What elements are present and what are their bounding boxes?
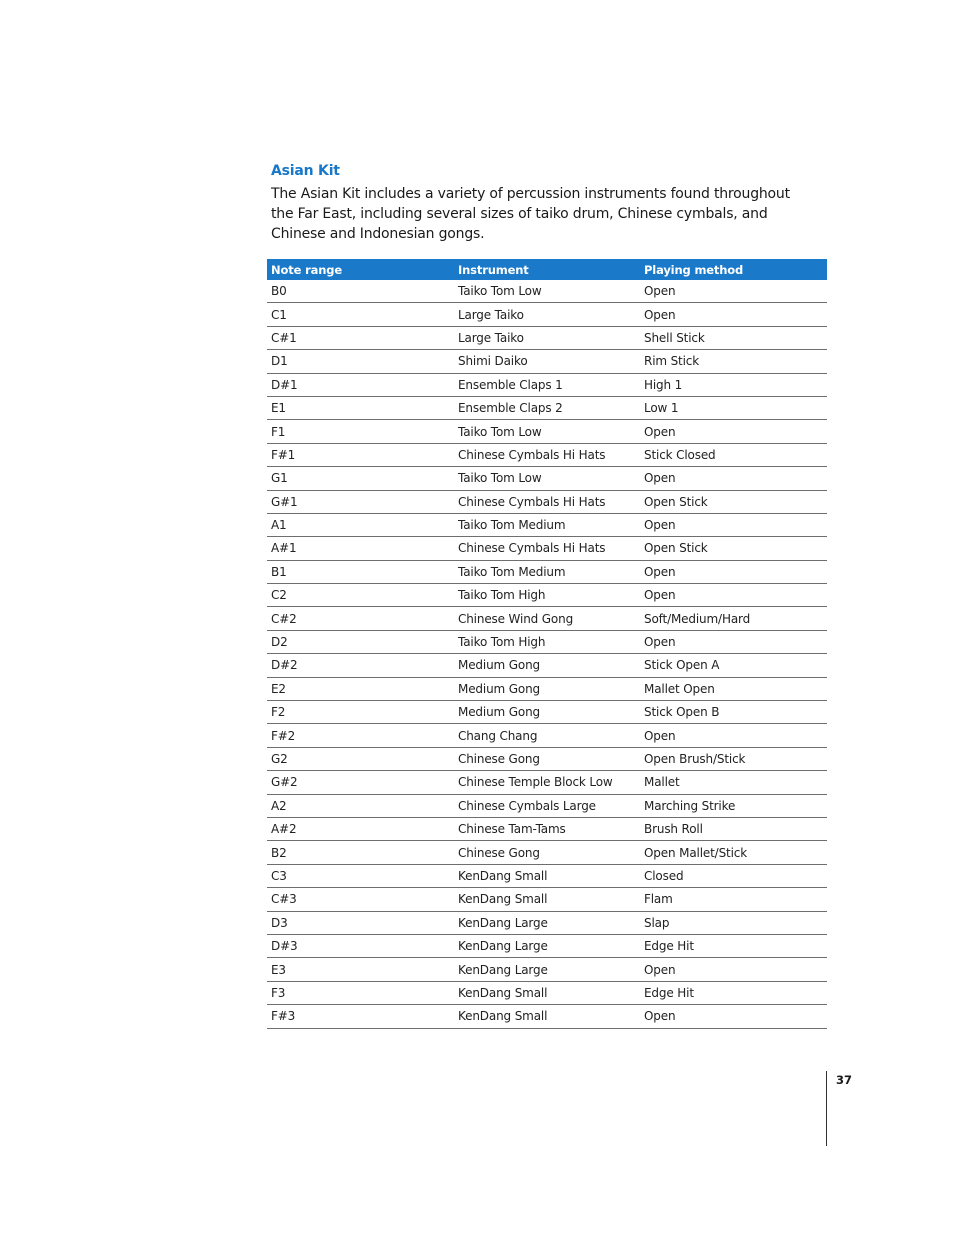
- table-row: [267, 934, 827, 957]
- instrument-cell: Chinese Tam-Tams: [454, 817, 640, 840]
- playing-method-cell: Open: [640, 513, 827, 536]
- table-row: [267, 560, 827, 583]
- playing-method-cell: Shell Stick: [640, 326, 827, 349]
- instrument-cell: Ensemble Claps 2: [454, 396, 640, 419]
- playing-method-cell: Marching Strike: [640, 794, 827, 817]
- note-range-cell: D1: [267, 350, 454, 373]
- note-range-cell: F3: [267, 981, 454, 1004]
- playing-method-cell: Edge Hit: [640, 981, 827, 1004]
- instrument-cell: Ensemble Claps 1: [454, 373, 640, 396]
- note-range-cell: A2: [267, 794, 454, 817]
- playing-method-cell: Open Stick: [640, 490, 827, 513]
- table-row: [267, 373, 827, 396]
- playing-method-cell: Open: [640, 584, 827, 607]
- playing-method-cell: Rim Stick: [640, 350, 827, 373]
- instrument-cell: KenDang Small: [454, 1005, 640, 1028]
- playing-method-cell: Brush Roll: [640, 817, 827, 840]
- header-row: [267, 259, 827, 280]
- table-row: [267, 584, 827, 607]
- instrument-cell: Chinese Cymbals Hi Hats: [454, 443, 640, 466]
- instrument-cell: Chinese Gong: [454, 747, 640, 770]
- section-title: Asian Kit: [271, 163, 340, 179]
- note-range-cell: C#3: [267, 888, 454, 911]
- note-range-cell: D#3: [267, 934, 454, 957]
- note-range-cell: F#3: [267, 1005, 454, 1028]
- instrument-cell: Large Taiko: [454, 326, 640, 349]
- playing-method-cell: Slap: [640, 911, 827, 934]
- table-row: [267, 607, 827, 630]
- instrument-cell: KenDang Small: [454, 864, 640, 887]
- note-range-cell: C3: [267, 864, 454, 887]
- table-row: [267, 911, 827, 934]
- playing-method-cell: Open: [640, 303, 827, 326]
- instrument-cell: KenDang Large: [454, 934, 640, 957]
- playing-method-cell: Open: [640, 958, 827, 981]
- instrument-cell: Chinese Cymbals Hi Hats: [454, 490, 640, 513]
- table-row: [267, 513, 827, 536]
- table-row: [267, 490, 827, 513]
- instrument-cell: Medium Gong: [454, 654, 640, 677]
- table-row: [267, 1005, 827, 1028]
- instrument-cell: Chinese Temple Block Low: [454, 771, 640, 794]
- note-range-cell: E3: [267, 958, 454, 981]
- note-range-cell: G2: [267, 747, 454, 770]
- header-playing-method: Playing method: [640, 259, 827, 280]
- table-row: [267, 724, 827, 747]
- table-row: [267, 794, 827, 817]
- playing-method-cell: Open: [640, 1005, 827, 1028]
- instrument-cell: KenDang Large: [454, 911, 640, 934]
- instrument-cell: KenDang Small: [454, 888, 640, 911]
- note-range-cell: F1: [267, 420, 454, 443]
- table-row: [267, 630, 827, 653]
- table-row: [267, 817, 827, 840]
- instrument-cell: KenDang Small: [454, 981, 640, 1004]
- instrument-cell: Medium Gong: [454, 701, 640, 724]
- header-instrument: Instrument: [454, 259, 640, 280]
- note-range-cell: C#1: [267, 326, 454, 349]
- playing-method-cell: Open Stick: [640, 537, 827, 560]
- playing-method-cell: Stick Open A: [640, 654, 827, 677]
- table-row: [267, 701, 827, 724]
- table-row: [267, 537, 827, 560]
- playing-method-cell: Soft/Medium/Hard: [640, 607, 827, 630]
- table-row: [267, 981, 827, 1004]
- table-row: [267, 888, 827, 911]
- table-row: [267, 677, 827, 700]
- playing-method-cell: Mallet: [640, 771, 827, 794]
- intro-paragraph: The Asian Kit includes a variety of percussion instruments found throughout the Far East, including several sizes of taiko drum, Chinese cymbals, and Chinese and Indonesian gongs.: [271, 186, 790, 242]
- playing-method-cell: Open Mallet/Stick: [640, 841, 827, 864]
- playing-method-cell: Open Brush/Stick: [640, 747, 827, 770]
- playing-method-cell: Stick Open B: [640, 701, 827, 724]
- playing-method-cell: Open: [640, 724, 827, 747]
- note-range-cell: D#2: [267, 654, 454, 677]
- playing-method-cell: Flam: [640, 888, 827, 911]
- instrument-cell: Large Taiko: [454, 303, 640, 326]
- note-range-cell: B1: [267, 560, 454, 583]
- page-number: 37: [836, 1073, 853, 1087]
- page-margin-rule: [826, 1071, 827, 1146]
- note-range-cell: D2: [267, 630, 454, 653]
- instrument-cell: Shimi Daiko: [454, 350, 640, 373]
- table-row: [267, 747, 827, 770]
- note-range-cell: C2: [267, 584, 454, 607]
- playing-method-cell: High 1: [640, 373, 827, 396]
- instrument-cell: Chinese Wind Gong: [454, 607, 640, 630]
- instrument-cell: KenDang Large: [454, 958, 640, 981]
- instrument-cell: Chinese Cymbals Hi Hats: [454, 537, 640, 560]
- table-row: [267, 958, 827, 981]
- instrument-cell: Chang Chang: [454, 724, 640, 747]
- playing-method-cell: Closed: [640, 864, 827, 887]
- instrument-cell: Taiko Tom Low: [454, 420, 640, 443]
- table-row: [267, 467, 827, 490]
- table-row: [267, 396, 827, 419]
- instrument-cell: Taiko Tom Low: [454, 467, 640, 490]
- table-row: [267, 280, 827, 303]
- playing-method-cell: Open: [640, 467, 827, 490]
- table-row: [267, 864, 827, 887]
- note-range-cell: G1: [267, 467, 454, 490]
- note-range-cell: A#1: [267, 537, 454, 560]
- table-row: [267, 841, 827, 864]
- table-body: [267, 280, 827, 1028]
- table-row: [267, 303, 827, 326]
- playing-method-cell: Low 1: [640, 396, 827, 419]
- playing-method-cell: Open: [640, 420, 827, 443]
- playing-method-cell: Open: [640, 630, 827, 653]
- instrument-cell: Taiko Tom Medium: [454, 513, 640, 536]
- instrument-cell: Medium Gong: [454, 677, 640, 700]
- note-range-cell: A#2: [267, 817, 454, 840]
- playing-method-cell: Mallet Open: [640, 677, 827, 700]
- note-range-cell: F#2: [267, 724, 454, 747]
- note-range-cell: D3: [267, 911, 454, 934]
- instrument-cell: Chinese Gong: [454, 841, 640, 864]
- table-row: [267, 443, 827, 466]
- instrument-cell: Chinese Cymbals Large: [454, 794, 640, 817]
- header-note-range: Note range: [267, 259, 454, 280]
- playing-method-cell: Open: [640, 560, 827, 583]
- instrument-cell: Taiko Tom High: [454, 630, 640, 653]
- instrument-cell: Taiko Tom Medium: [454, 560, 640, 583]
- table-row: [267, 771, 827, 794]
- note-range-cell: F#1: [267, 443, 454, 466]
- asian-kit-table: [267, 259, 827, 1029]
- playing-method-cell: Open: [640, 280, 827, 303]
- table-row: [267, 654, 827, 677]
- note-range-cell: D#1: [267, 373, 454, 396]
- instrument-cell: Taiko Tom High: [454, 584, 640, 607]
- note-range-cell: B0: [267, 280, 454, 303]
- note-range-cell: C#2: [267, 607, 454, 630]
- note-range-cell: F2: [267, 701, 454, 724]
- note-range-cell: G#2: [267, 771, 454, 794]
- note-range-cell: G#1: [267, 490, 454, 513]
- note-range-cell: E2: [267, 677, 454, 700]
- instrument-cell: Taiko Tom Low: [454, 280, 640, 303]
- note-range-cell: E1: [267, 396, 454, 419]
- playing-method-cell: Edge Hit: [640, 934, 827, 957]
- table-header: [267, 259, 827, 280]
- note-range-cell: C1: [267, 303, 454, 326]
- table-row: [267, 420, 827, 443]
- table-row: [267, 326, 827, 349]
- note-range-cell: A1: [267, 513, 454, 536]
- note-range-cell: B2: [267, 841, 454, 864]
- table-row: [267, 350, 827, 373]
- playing-method-cell: Stick Closed: [640, 443, 827, 466]
